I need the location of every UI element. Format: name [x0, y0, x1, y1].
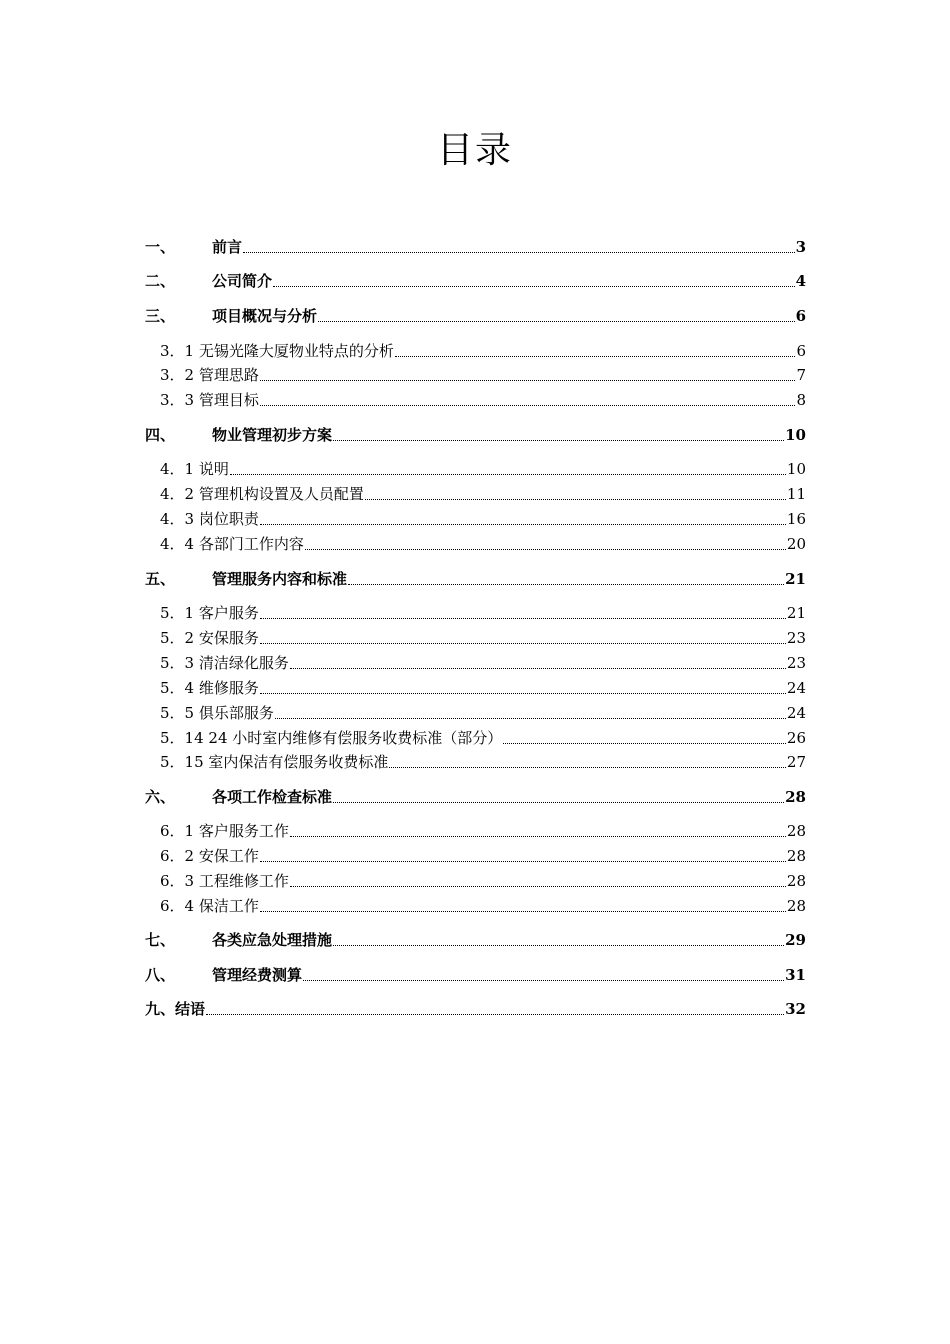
toc-entry-page-number: 28 [786, 897, 806, 915]
toc-entry[interactable] [145, 929, 806, 951]
dot-leader [206, 1013, 784, 1015]
toc-entry-page-number: 31 [785, 966, 806, 984]
toc-entry[interactable] [145, 270, 806, 292]
toc-entry[interactable] [145, 895, 806, 917]
toc-entry-page-number: 28 [786, 847, 806, 865]
toc-entry-page-number: 4 [795, 272, 806, 290]
toc-entry-page-number: 8 [796, 391, 806, 409]
toc-entry-label: 物业管理初步方案 [212, 426, 333, 444]
toc-entry-label: 4．4 各部门工作内容 [160, 535, 304, 553]
dot-leader [348, 583, 784, 585]
toc-entry-label: 3．3 管理目标 [160, 391, 259, 409]
toc-entry[interactable] [145, 364, 806, 386]
dot-leader [260, 642, 786, 644]
dot-leader [333, 439, 784, 441]
toc-entry[interactable] [145, 305, 806, 327]
toc-entry[interactable] [145, 424, 806, 446]
toc-entry-number: 二、 [145, 272, 176, 290]
toc-entry-label: 前言 [212, 238, 243, 256]
toc-entry-label: 5．14 24 小时室内维修有偿服务收费标准（部分） [160, 729, 503, 747]
toc-entry-label: 5．1 客户服务 [160, 604, 259, 622]
toc-entry-label: 5．2 安保服务 [160, 629, 259, 647]
dot-leader [333, 944, 784, 946]
dot-leader [260, 379, 796, 381]
toc-entry-number: 一、 [145, 238, 176, 256]
dot-leader [333, 801, 784, 803]
dot-leader [243, 251, 795, 253]
toc-entry-label: 6．1 客户服务工作 [160, 822, 289, 840]
toc-entry[interactable] [145, 998, 806, 1020]
toc-entry-page-number: 26 [786, 729, 806, 747]
dot-leader [365, 498, 786, 500]
dot-leader [395, 355, 796, 357]
toc-entry-page-number: 28 [786, 822, 806, 840]
dot-leader [260, 692, 786, 694]
toc-entry[interactable] [145, 964, 806, 986]
toc-entry-page-number: 20 [786, 535, 806, 553]
toc-entry-label: 6．2 安保工作 [160, 847, 259, 865]
toc-entry[interactable] [145, 568, 806, 590]
toc-entry-page-number: 24 [786, 679, 806, 697]
toc-entry-label: 各项工作检查标准 [212, 788, 333, 806]
toc-entry[interactable] [145, 236, 806, 258]
dot-leader [318, 320, 795, 322]
toc-entry-label: 5．4 维修服务 [160, 679, 259, 697]
toc-entry[interactable] [145, 751, 806, 773]
toc-entry-label: 5．3 清洁绿化服务 [160, 654, 289, 672]
toc-entry-label: 5．5 俱乐部服务 [160, 704, 274, 722]
dot-leader [260, 910, 786, 912]
toc-entry-label: 管理服务内容和标准 [212, 570, 348, 588]
toc-entry-page-number: 7 [796, 366, 806, 384]
toc-entry-label: 6．3 工程维修工作 [160, 872, 289, 890]
toc-entry[interactable] [145, 677, 806, 699]
toc-entry-page-number: 32 [785, 1000, 806, 1018]
toc-entry-page-number: 11 [786, 485, 806, 503]
toc-entry-number: 三、 [145, 307, 176, 325]
toc-entry-label: 3．1 无锡光隆大厦物业特点的分析 [160, 342, 394, 360]
toc-entry[interactable] [145, 340, 806, 362]
toc-entry[interactable] [145, 727, 806, 749]
toc-entry-label: 5．15 室内保洁有偿服务收费标准 [160, 753, 389, 771]
toc-entry-page-number: 28 [785, 788, 806, 806]
dot-leader [260, 860, 786, 862]
toc-entry[interactable] [145, 870, 806, 892]
dot-leader [273, 285, 795, 287]
toc-entry-page-number: 16 [786, 510, 806, 528]
toc-entry[interactable] [145, 820, 806, 842]
dot-leader [389, 766, 786, 768]
toc-entry[interactable] [145, 533, 806, 555]
toc-entry-label: 管理经费测算 [212, 966, 303, 984]
toc-entry-page-number: 6 [795, 307, 806, 325]
toc-entry[interactable] [145, 786, 806, 808]
toc-entry[interactable] [145, 845, 806, 867]
toc-entry-label: 4．3 岗位职责 [160, 510, 259, 528]
page-title: 目录 [436, 130, 513, 171]
toc-entry-number: 四、 [145, 426, 176, 444]
dot-leader [305, 548, 786, 550]
toc-entry-page-number: 3 [795, 238, 806, 256]
toc-entry-number: 五、 [145, 570, 176, 588]
dot-leader [290, 885, 786, 887]
toc-entry-page-number: 10 [785, 426, 806, 444]
toc-entry-number: 六、 [145, 788, 176, 806]
dot-leader [260, 617, 786, 619]
toc-entry-label: 6．4 保洁工作 [160, 897, 259, 915]
dot-leader [303, 979, 784, 981]
toc-entry-page-number: 28 [786, 872, 806, 890]
dot-leader [290, 835, 786, 837]
dot-leader [230, 473, 786, 475]
toc-entry-page-number: 23 [786, 654, 806, 672]
toc-entry-page-number: 10 [786, 460, 806, 478]
dot-leader [260, 404, 796, 406]
toc-entry-page-number: 6 [796, 342, 806, 360]
dot-leader [503, 742, 786, 744]
toc-entry-page-number: 24 [786, 704, 806, 722]
toc-entry[interactable] [145, 483, 806, 505]
toc-entry-label: 九、结语 [145, 1000, 206, 1018]
toc-entry-label: 公司简介 [212, 272, 273, 290]
toc-entry[interactable] [145, 458, 806, 480]
toc-entry-page-number: 27 [786, 753, 806, 771]
toc-entry-page-number: 21 [785, 570, 806, 588]
toc-entry-number: 八、 [145, 966, 176, 984]
toc-entry-label: 3．2 管理思路 [160, 366, 259, 384]
toc-entry[interactable] [145, 702, 806, 724]
toc-entry-label: 4．2 管理机构设置及人员配置 [160, 485, 364, 503]
toc-entry-label: 4．1 说明 [160, 460, 229, 478]
toc-entry-page-number: 21 [786, 604, 806, 622]
dot-leader [260, 523, 786, 525]
toc-entry-label: 各类应急处理措施 [212, 931, 333, 949]
toc-entry[interactable] [145, 508, 806, 530]
dot-leader [290, 667, 786, 669]
toc-entry-label: 项目概况与分析 [212, 307, 318, 325]
toc-entry[interactable] [145, 602, 806, 624]
toc-entry[interactable] [145, 652, 806, 674]
toc-entry[interactable] [145, 627, 806, 649]
toc-entry-number: 七、 [145, 931, 176, 949]
dot-leader [275, 717, 786, 719]
toc-entry[interactable] [145, 389, 806, 411]
toc-entry-page-number: 29 [785, 931, 806, 949]
toc-entry-page-number: 23 [786, 629, 806, 647]
